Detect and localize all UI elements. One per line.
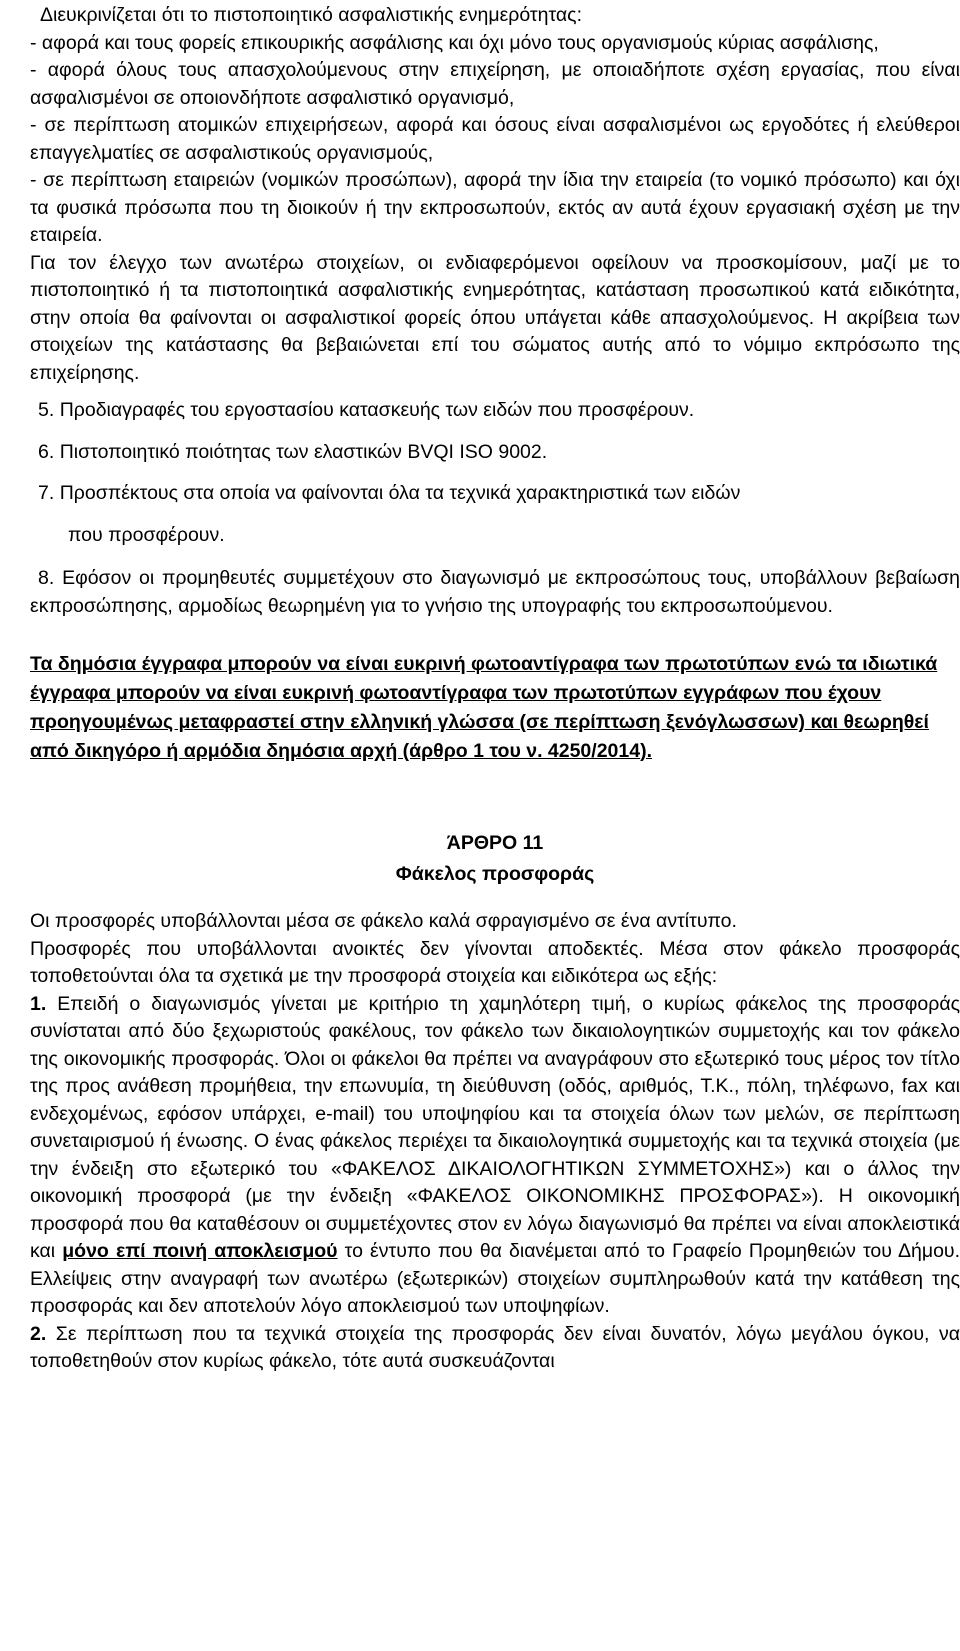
- point-text-b: το έντυπο που θα διανέμεται από το Γραφείο Προμηθειών του Δήμου. Ελλείψεις στην αναγραφή των ανωτέρω (εξωτερικών) στοιχείων συμπληρωθούν κατά την κατάθεση της προσφοράς και δεν αποτελούν λόγο αποκλεισμού των υποψηφίων.: [30, 1240, 960, 1317]
- item-text: Προσπέκτους στα οποία να φαίνονται όλα τα τεχνικά χαρακτηριστικά των ειδών: [59, 482, 741, 504]
- numbered-item-7-continued: [30, 522, 960, 550]
- item-number: 6.: [38, 440, 55, 463]
- spacer: [30, 766, 960, 828]
- item-text: που προσφέρουν.: [68, 523, 225, 546]
- numbered-item-8: [30, 565, 960, 620]
- item-text: Εφόσον οι προμηθευτές συμμετέχουν στο διαγωνισμό με εκπροσώπους τους, υποβάλλουν βεβαίωση εκπροσώπησης, αρμοδίως θεωρημένη για το γνήσιο της υπογραφής του εκπροσωπούμενου.: [30, 567, 960, 617]
- documents-bold-note: [30, 650, 960, 766]
- bold-note-end: ).: [640, 740, 653, 762]
- control-paragraph: Για τον έλεγχο των ανωτέρω στοιχείων, οι ενδιαφερόμενοι οφείλουν να προσκομίσουν, μαζί με το πιστοποιητικό ή τα πιστοποιητικά ασφαλιστικής ενημερότητας, κατάσταση προσωπικού κατά ειδικότητα, στην οποία θα φαίνονται οι ασφαλιστικοί φορείς όπου υπάγεται κάθε απασχολούμενος. Η ακρίβεια των στοιχείων της κατάστασης θα βεβαιώνεται επί του σώματος αυτής από το νόμιμο εκπρόσωπο της επιχείρησης.: [30, 251, 960, 384]
- item-number: 8.: [38, 567, 55, 589]
- point-number: 1.: [30, 992, 47, 1015]
- insurance-bullet-1: - αφορά και τους φορείς επικουρικής ασφάλισης και όχι μόνο τους οργανισμούς κύριας ασφάλισης,: [30, 31, 879, 54]
- item-number: 7.: [38, 482, 55, 504]
- article-point-1: [30, 991, 960, 1321]
- bold-note-text: Τα δημόσια έγγραφα μπορούν να είναι ευκρινή φωτοαντίγραφα των πρωτοτύπων ενώ τα ιδιωτικά έγγραφα μπορούν να είναι ευκρινή φωτοαντίγραφα των πρωτοτύπων εγγράφων που έχουν προηγουμένως μεταφραστεί στην ελληνική γλώσσα (σε περίπτωση ξενόγλωσσων) και θεωρηθεί από δικηγόρο ή αρμόδια δημόσια αρχή (άρθρο 1 του ν. 4250/2014: [30, 653, 938, 762]
- point-emphasis: μόνο επί ποινή αποκλεισμού: [62, 1240, 338, 1262]
- item-number: 5.: [38, 399, 55, 421]
- item-text: Πιστοποιητικό ποιότητας των ελαστικών BVQI ISO 9002.: [59, 440, 548, 463]
- insurance-intro: Διευκρινίζεται ότι το πιστοποιητικό ασφαλιστικής ενημερότητας:: [40, 4, 582, 26]
- insurance-bullet-4: - σε περίπτωση εταιρειών (νομικών προσώπων), αφορά την ίδια την εταιρεία (το νομικό πρόσωπο) και όχι τα φυσικά πρόσωπα που τη διοικούν ή την εκπροσωπούν, εκτός αν αυτά έχουν εργασιακή σχέση με την εταιρεία.: [30, 169, 960, 246]
- insurance-bullet-3: - σε περίπτωση ατομικών επιχειρήσεων, αφορά και όσους είναι ασφαλισμένοι ως εργοδότες ή ελεύθεροι επαγγελματίες σε ασφαλιστικούς οργανισμούς,: [30, 114, 960, 164]
- document-body: [30, 2, 960, 1376]
- insurance-bullet-2: - αφορά όλους τους απασχολούμενους στην επιχείρηση, με οποιαδήποτε σχέση εργασίας, που είναι ασφαλισμένοι σε οποιονδήποτε ασφαλιστικό οργανισμό,: [30, 59, 960, 109]
- numbered-item-5: [30, 397, 960, 425]
- point-number: 2.: [30, 1322, 47, 1345]
- numbered-item-7: [30, 480, 960, 508]
- article-subheading: Φάκελος προσφοράς: [395, 863, 595, 885]
- point-text-a: Επειδή ο διαγωνισμός γίνεται με κριτήριο τη χαμηλότερη τιμή, ο κυρίως φάκελος της προσφοράς συνίσταται από δύο ξεχωριστούς φακέλους, τον φάκελο των δικαιολογητικών συμμετοχής και τον φάκελο της οικονομικής προσφοράς. Όλοι οι φάκελοι θα πρέπει να αναγράφουν στο εξωτερικό τους μέρος τον τίτλο της προς ανάθεση προμήθεια, την επωνυμία, τη διεύθυνση (οδός, αριθμός, Τ.Κ., πόλη, τηλέφωνο, fax και ενδεχομένως, εφόσον υπάρχει, e-mail) του υποψηφίου και τα στοιχεία όλων των μελών, σε περίπτωση συνεταιρισμού ή ένωσης. Ο ένας φάκελος περιέχει τα δικαιολογητικά συμμετοχής και τα τεχνικά στοιχεία (με την ένδειξη στο εξωτερικό του «ΦΑΚΕΛΟΣ ΔΙΚΑΙΟΛΟΓΗΤΙΚΩΝ ΣΥΜΜΕΤΟΧΗΣ») και ο άλλος την οικονομική προσφορά (με την ένδειξη «ΦΑΚΕΛΟΣ ΟΙΚΟΝΟΜΙΚΗΣ ΠΡΟΣΦΟΡΑΣ»). Η οικονομική προσφορά που θα καταθέσουν οι συμμετέχοντες στον εν λόγω διαγωνισμό θα πρέπει να είναι αποκλειστικά και: [30, 992, 960, 1262]
- item-text: Προδιαγραφές του εργοστασίου κατασκευής των ειδών που προσφέρουν.: [59, 399, 695, 421]
- article-intro-2: Προσφορές που υποβάλλονται ανοικτές δεν γίνονται αποδεκτές. Μέσα στον φάκελο προσφοράς τοποθετούνται όλα τα σχετικά με την προσφορά στοιχεία και ειδικότερα ως εξής:: [30, 937, 960, 987]
- point-text: Σε περίπτωση που τα τεχνικά στοιχεία της προσφοράς δεν είναι δυνατόν, λόγω μεγάλου όγκου, να τοποθετηθούν στον κυρίως φάκελο, τότε αυτά συσκευάζονται: [30, 1322, 960, 1372]
- article-intro-1: Οι προσφορές υποβάλλονται μέσα σε φάκελο καλά σφραγισμένο σε ένα αντίτυπο.: [30, 910, 737, 932]
- numbered-item-6: [30, 439, 960, 467]
- article-heading: ΆΡΘΡΟ 11: [446, 832, 544, 854]
- article-point-2: [30, 1321, 960, 1376]
